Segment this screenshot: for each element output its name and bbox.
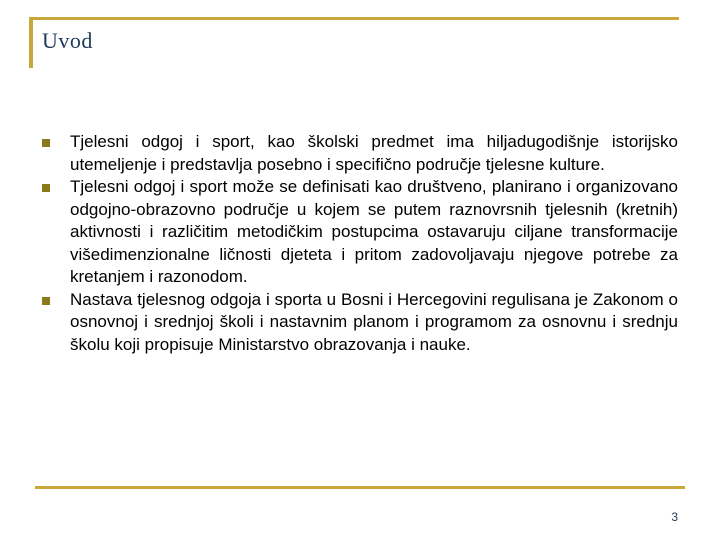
bullet-text: Tjelesni odgoj i sport može se definisati kao društveno, planirano i organizovano odgojno-obrazovno područje u kojem se putem raznovrsnih tjelesnih (kretnih) aktivnosti i različitim metodičkim postupcima ostavaruju ciljane transformacije višedimenzionalne ličnosti djeteta i pritom zadovoljavaju njegove potrebe za kretanjem i razonodom. [70, 177, 678, 286]
page-number: 3 [671, 510, 678, 524]
title-accent-bar [29, 17, 33, 68]
bullet-item [42, 289, 678, 357]
footer-rule [35, 486, 685, 489]
bullet-list [42, 131, 678, 356]
square-bullet-icon [42, 297, 50, 305]
square-bullet-icon [42, 139, 50, 147]
square-bullet-icon [42, 184, 50, 192]
bullet-item [42, 131, 678, 176]
bullet-item [42, 176, 678, 289]
bullet-text: Nastava tjelesnog odgoja i sporta u Bosni i Hercegovini regulisana je Zakonom o osnovnoj i srednjoj školi i nastavnim planom i programom za osnovnu i srednju školu koji propisuje Ministarstvo obrazovanja i nauke. [70, 289, 678, 354]
slide-title: Uvod [42, 28, 93, 53]
bullet-text: Tjelesni odgoj i sport, kao školski predmet ima hiljadugodišnje istorijsko utemeljenje i predstavlja posebno i specifično područje tjelesne kulture. [70, 132, 678, 174]
title-top-rule [29, 17, 679, 20]
